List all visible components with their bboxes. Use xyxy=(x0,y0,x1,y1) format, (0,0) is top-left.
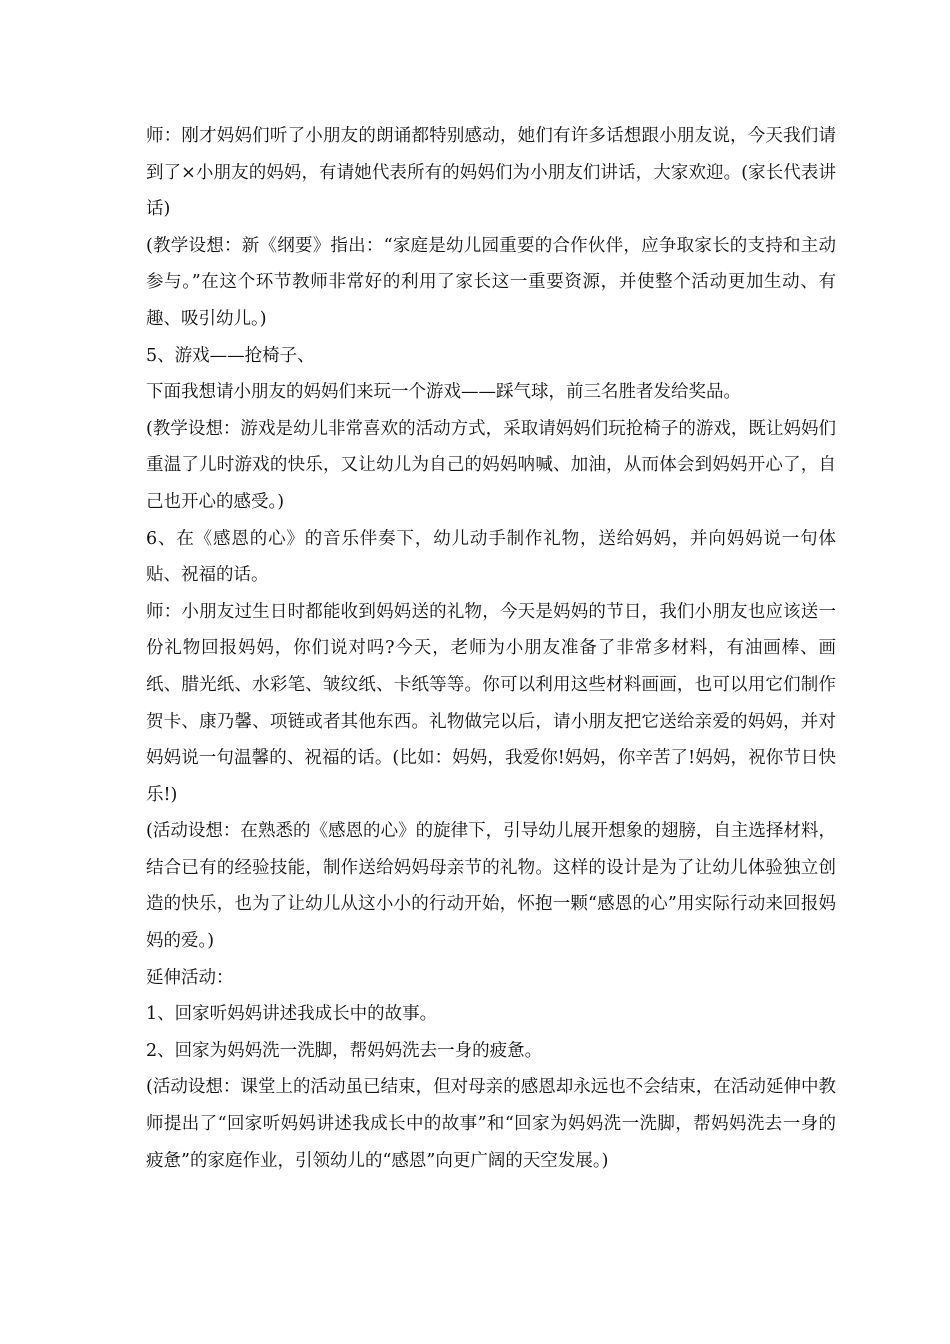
paragraph-extension-heading: 延伸活动： xyxy=(146,967,234,988)
paragraph-game-intro: 下面我想请小朋友的妈妈们来玩一个游戏——踩气球，前三名胜者发给奖品。 xyxy=(146,382,741,403)
paragraph-extension-item-2: 2、回家为妈妈洗一洗脚，帮妈妈洗去一身的疲惫。 xyxy=(146,1040,543,1061)
paragraph-design-note-3: (活动设想：在熟悉的《感恩的心》的旋律下，引导幼儿展开想象的翅膀，自主选择材料，结合已有的经验技能，制作送给妈妈母亲节的礼物。这样的设计是为了让幼儿体验独立创造的快乐，也为了让幼儿从这小小的行动开始，怀抱一颗“感恩的心”用实际行动来回报妈妈的爱。) xyxy=(146,821,836,952)
paragraph-step-5-heading: 5、游戏——抢椅子、 xyxy=(146,345,315,366)
paragraph-teacher-gift: 师：小朋友过生日时都能收到妈妈送的礼物，今天是妈妈的节日，我们小朋友也应该送一份礼物回报妈妈，你们说对吗?今天，老师为小朋友准备了非常多材料，有油画棒、画纸、腊光纸、水彩笔、皱纹纸、卡纸等等。你可以利用这些材料画画，也可以用它们制作贺卡、康乃馨、项链或者其他东西。礼物做完以后，请小朋友把它送给亲爱的妈妈，并对妈妈说一句温馨的、祝福的话。(比如：妈妈，我爱你!妈妈，你辛苦了!妈妈，祝你节日快乐!) xyxy=(146,601,836,805)
document-body xyxy=(146,118,836,1179)
paragraph-teacher-intro: 师：刚才妈妈们听了小朋友的朗诵都特别感动，她们有许多话想跟小朋友说，今天我们请到了×小朋友的妈妈，有请她代表所有的妈妈们为小朋友们讲话，大家欢迎。(家长代表讲话) xyxy=(146,126,836,220)
paragraph-step-6-heading: 6、在《感恩的心》的音乐伴奏下，幼儿动手制作礼物，送给妈妈，并向妈妈说一句体贴、祝福的话。 xyxy=(146,528,836,586)
paragraph-extension-item-1: 1、回家听妈妈讲述我成长中的故事。 xyxy=(146,1004,438,1025)
paragraph-design-note-1: (教学设想：新《纲要》指出：“家庭是幼儿园重要的合作伙伴，应争取家长的支持和主动参与。”在这个环节教师非常好的利用了家长这一重要资源，并使整个活动更加生动、有趣、吸引幼儿。) xyxy=(146,235,836,329)
paragraph-design-note-2: (教学设想：游戏是幼儿非常喜欢的活动方式，采取请妈妈们玩抢椅子的游戏，既让妈妈们重温了儿时游戏的快乐，又让幼儿为自己的妈妈呐喊、加油，从而体会到妈妈开心了，自己也开心的感受。) xyxy=(146,418,836,512)
paragraph-design-note-4: (活动设想：课堂上的活动虽已结束，但对母亲的感恩却永远也不会结束，在活动延伸中教师提出了“回家听妈妈讲述我成长中的故事”和“回家为妈妈洗一洗脚，帮妈妈洗去一身的疲惫”的家庭作业，引领幼儿的“感恩”向更广阔的天空发展。) xyxy=(146,1077,836,1171)
